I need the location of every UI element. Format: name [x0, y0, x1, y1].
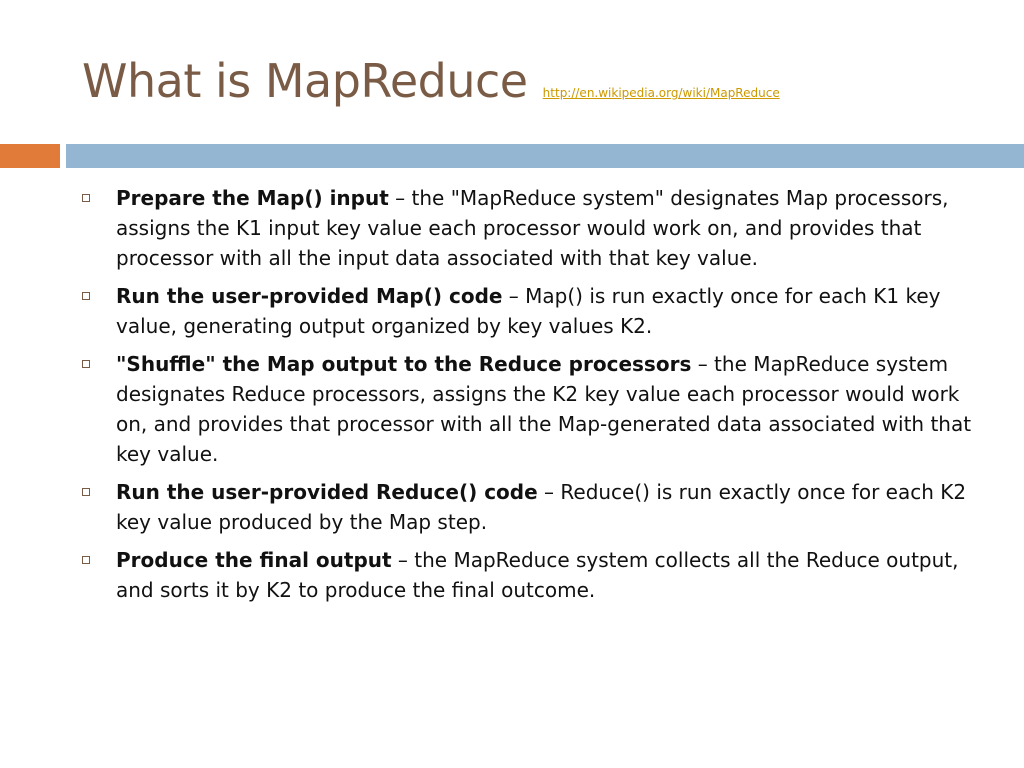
bullet-heading: Prepare the Map() input	[116, 186, 389, 210]
bullet-text: – Map() is run exactly once for each K1 key value, generating output organized by key values K2.	[116, 284, 941, 338]
accent-bar-orange	[0, 144, 60, 168]
hollow-square-icon	[82, 488, 90, 496]
bullet-text: – the MapReduce system collects all the Reduce output, and sorts it by K2 to produce the final outcome.	[116, 548, 959, 602]
hollow-square-icon	[82, 194, 90, 202]
bullet-text: – the "MapReduce system" designates Map processors, assigns the K1 input key value each processor would work on, and provides that processor with all the input data associated with that key value.	[116, 186, 949, 270]
bullet-heading: "Shuffle" the Map output to the Reduce processors	[116, 352, 692, 376]
hollow-square-icon	[82, 292, 90, 300]
slide-title: What is MapReduce	[82, 54, 528, 108]
title-row	[82, 54, 780, 108]
bullet-item	[80, 545, 980, 605]
bullet-item	[80, 349, 980, 469]
bullet-heading: Produce the final output	[116, 548, 392, 572]
hollow-square-icon	[82, 556, 90, 564]
wikipedia-link[interactable]: http://en.wikipedia.org/wiki/MapReduce	[542, 86, 780, 100]
bullet-list	[80, 183, 980, 613]
bullet-item	[80, 183, 980, 273]
hollow-square-icon	[82, 360, 90, 368]
accent-bar-blue	[66, 144, 1024, 168]
bullet-text: – Reduce() is run exactly once for each K2 key value produced by the Map step.	[116, 480, 967, 534]
bullet-item	[80, 281, 980, 341]
bullet-text: – the MapReduce system designates Reduce processors, assigns the K2 key value each processor would work on, and provides that processor with all the Map-generated data associated with that key value.	[116, 352, 972, 466]
bullet-heading: Run the user-provided Reduce() code	[116, 480, 538, 504]
bullet-heading: Run the user-provided Map() code	[116, 284, 503, 308]
bullet-item	[80, 477, 980, 537]
